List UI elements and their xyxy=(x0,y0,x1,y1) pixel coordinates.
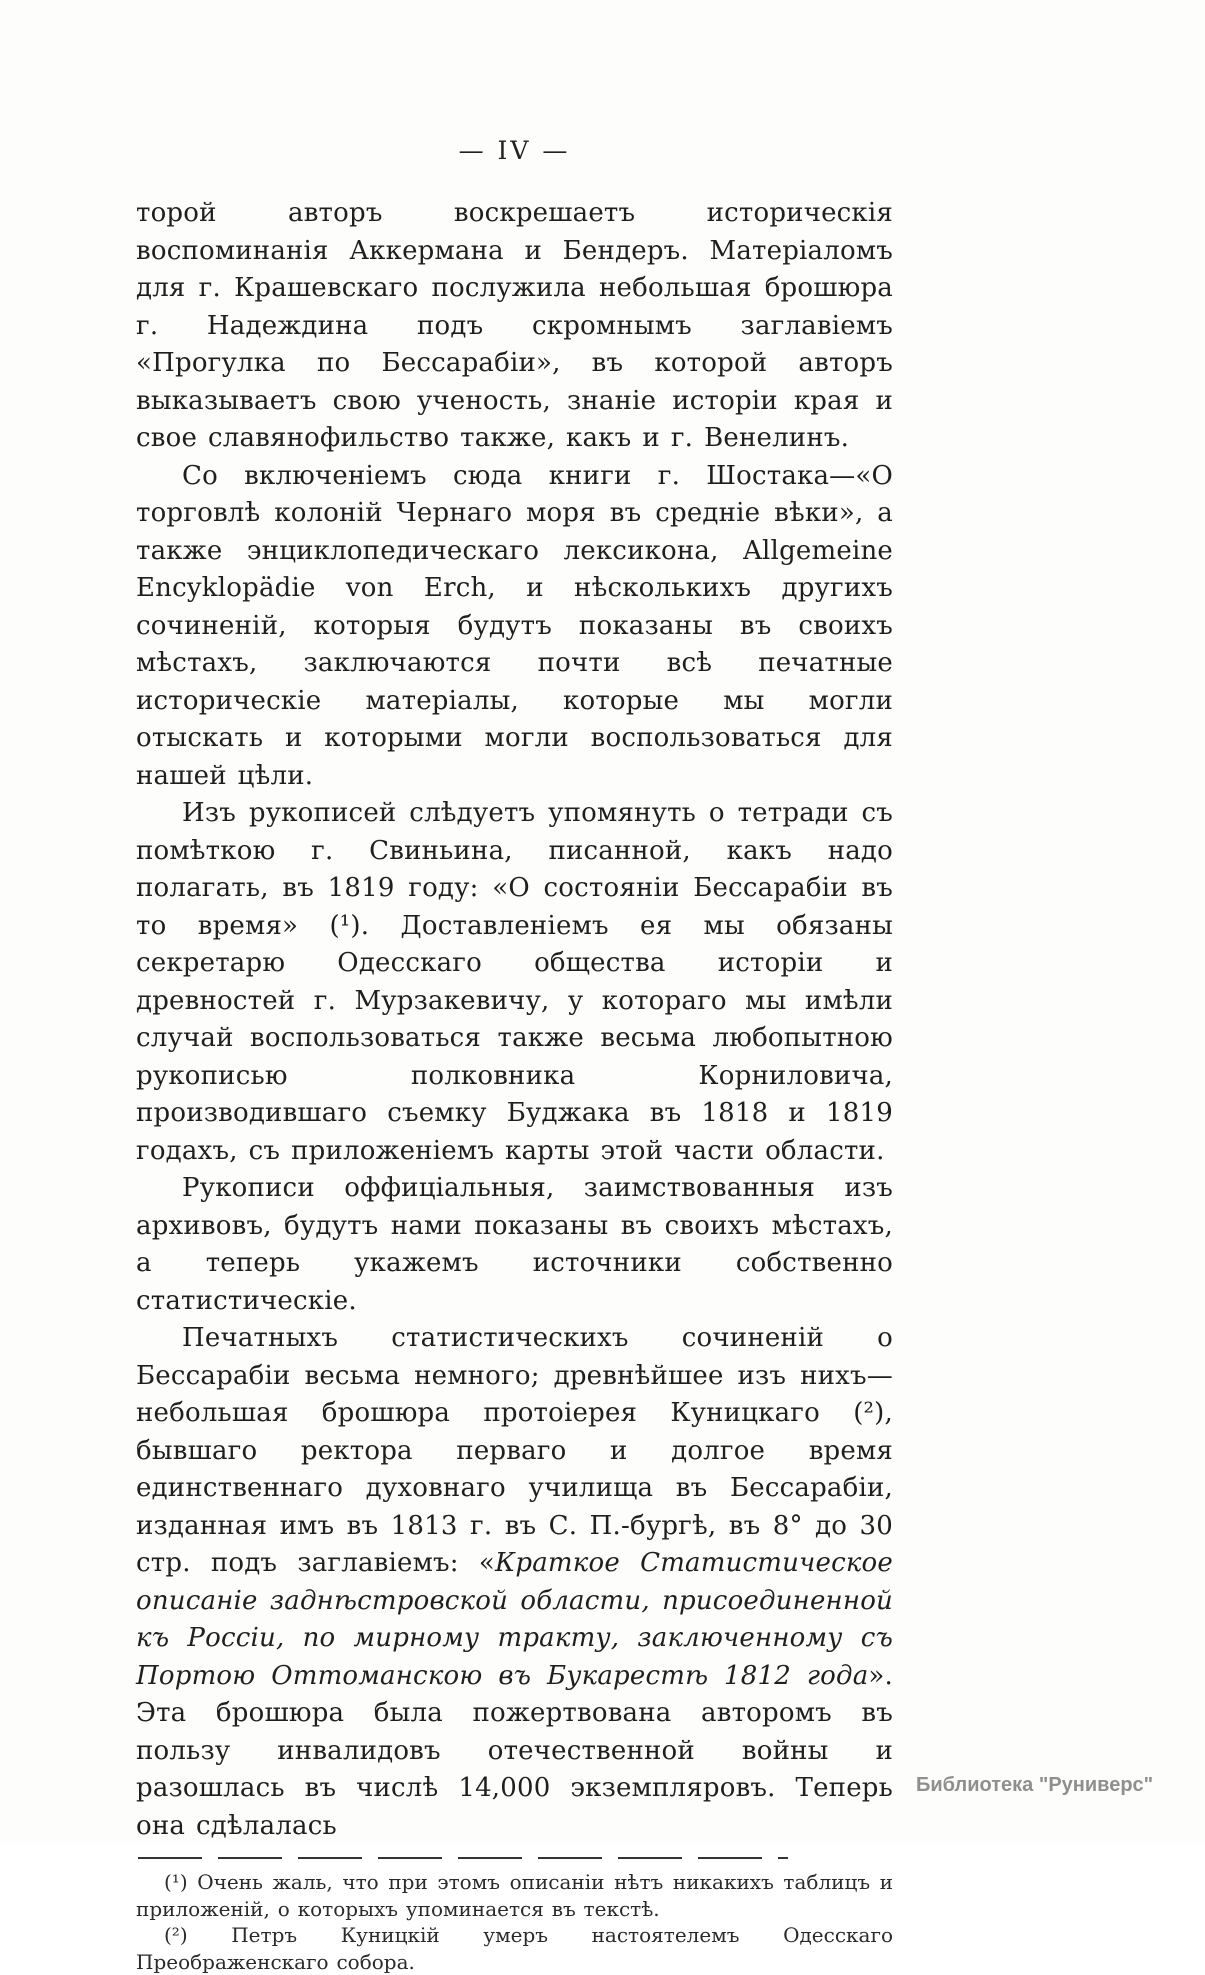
paragraph-5-text-continued: ». Эта брошюра была пожертвована авторомъ въ пользу инвалидовъ отечественной войны и разошлась въ числѣ 14,000 экземпляровъ. Теперь она сдѣлалась xyxy=(136,1660,893,1841)
paragraph-4-text: Рукописи оффиціальныя, заимствованныя изъ архивовъ, будутъ нами показаны въ своихъ мѣстахъ, а теперь укажемъ источники собственно статистическіе. xyxy=(136,1173,893,1316)
paragraph-2-text: Со включеніемъ сюда книги г. Шостака—«О торговлѣ колоній Чернаго моря въ средніе вѣки», а также энциклопедическаго лексикона, Allgemeine Encyklopädie von Erch, и нѣсколькихъ другихъ сочиненій, которыя будутъ показаны въ своихъ мѣстахъ, заключаются почти всѣ печатные историческіе матеріалы, которые мы могли отыскать и которыми могли воспользоваться для нашей цѣли. xyxy=(136,460,893,791)
paragraph-1-text: торой авторъ воскрешаетъ историческія воспоминанія Аккермана и Бендеръ. Матеріаломъ для г. Крашевскаго послужила небольшая брошюра г. Надеждина подъ скромнымъ заглавіемъ «Прогулка по Бессарабіи», въ которой авторъ выказываетъ свою ученость, знаніе исторіи края и свое славянофильство также, какъ и г. Венелинъ. xyxy=(136,198,893,453)
paragraph-1 xyxy=(136,195,893,458)
text-block xyxy=(136,136,893,1975)
paragraph-5-text: Печатныхъ статистическихъ сочиненій о Бессарабіи весьма немного; древнѣйшее изъ нихъ—небольшая брошюра протоіерея Куницкаго (²), бывшаго ректора перваго и долгое время единственнаго духовнаго училища въ Бессарабіи, изданная имъ въ 1813 г. въ С. П.-бургѣ, въ 8° до 30 стр. подъ заглавіемъ: « xyxy=(136,1323,893,1578)
paragraph-2 xyxy=(136,458,893,796)
paragraph-3 xyxy=(136,795,893,1170)
footnote-1: (¹) Очень жаль, что при этомъ описаніи нѣтъ никакихъ таблицъ и приложеній, о которыхъ упоминается въ текстѣ. xyxy=(136,1870,893,1921)
paragraph-3-text: Изъ рукописей слѣдуетъ упомянуть о тетради съ помѣткою г. Свиньина, писанной, какъ надо полагать, въ 1819 году: «О состояніи Бессарабіи въ то время» (¹). Доставленіемъ ея мы обязаны секретарю Одесскаго общества исторіи и древностей г. Мурзакевичу, у котораго мы имѣли случай воспользоваться также весьма любопытною рукописью полковника Корниловича, производившаго съемку Буджака въ 1818 и 1819 годахъ, съ приложеніемъ карты этой части области. xyxy=(136,798,893,1166)
library-watermark: Библиотека "Руниверс" xyxy=(916,1774,1154,1796)
page-number-heading: — IV — xyxy=(458,136,571,165)
paragraph-4 xyxy=(136,1170,893,1320)
footnote-2: (²) Петръ Куницкій умеръ настоятелемъ Одесскаго Преображенскаго собора. xyxy=(136,1923,893,1974)
footnotes-section xyxy=(136,1857,893,1975)
paragraph-5 xyxy=(136,1320,893,1845)
paragraph-5-cited-title: Краткое Статистическое описаніе заднѣстровской области, присоединенной къ Россіи, по мирному тракту, заключенному съ Портою Оттоманскою въ Букарестѣ 1812 года xyxy=(136,1548,893,1691)
footnote-separator-rule xyxy=(138,1857,788,1859)
